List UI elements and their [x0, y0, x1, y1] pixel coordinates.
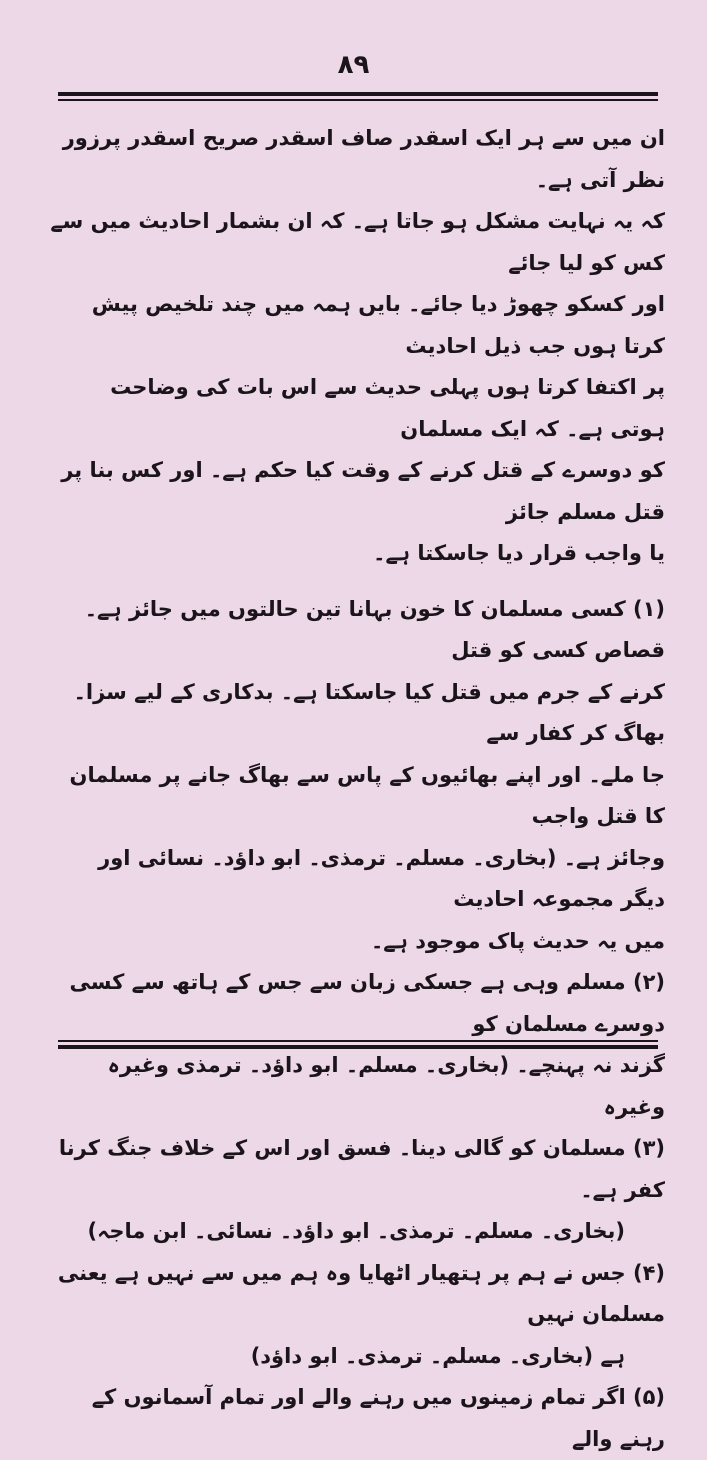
text-line: جا ملے۔ اور اپنے بھائیوں کے پاس سے بھاگ جانے پر مسلمان کا قتل واجب	[69, 762, 665, 828]
hadith-item-4	[50, 1253, 665, 1378]
text-line: یا واجب قرار دیا جاسکتا ہے۔	[373, 541, 665, 565]
text-line: پر اکتفا کرتا ہوں پہلی حدیث سے اس بات کی وضاحت ہوتی ہے۔ کہ ایک مسلمان	[110, 375, 665, 441]
text-line: کو دوسرے کے قتل کرنے کے وقت کیا حکم ہے۔ اور کس بنا پر قتل مسلم جائز	[61, 458, 665, 524]
page-body	[50, 118, 665, 1460]
text-line: میں یہ حدیث پاک موجود ہے۔	[370, 928, 665, 953]
hadith-item-5	[50, 1377, 665, 1460]
citation-line: ہے (بخاری۔ مسلم۔ ترمذی۔ ابو داؤد)	[250, 1343, 625, 1368]
text-line: (۴) جس نے ہم پر ہتھیار اٹھایا وہ ہم میں سے نہیں ہے یعنی مسلمان نہیں	[57, 1260, 665, 1326]
top-double-rule	[58, 92, 658, 101]
text-line: گزند نہ پہنچے۔ (بخاری۔ مسلم۔ ابو داؤد۔ ترمذی وغیرہ وغیرہ	[107, 1053, 665, 1119]
text-line: ان میں سے ہر ایک اسقدر صاف اسقدر صریح اسقدر پرزور نظر آتی ہے۔	[62, 126, 665, 192]
text-line: اور کسکو چھوڑ دیا جائے۔ بایں ہمہ میں چند تلخیص پیش کرتا ہوں جب ذیل احادیث	[91, 292, 665, 358]
text-line: (۳) مسلمان کو گالی دینا۔ فسق اور اس کے خلاف جنگ کرنا کفر ہے۔	[58, 1136, 665, 1202]
page-number: ۸۹	[337, 50, 370, 80]
bottom-double-rule	[58, 1040, 658, 1049]
text-line: وجائز ہے۔ (بخاری۔ مسلم۔ ترمذی۔ ابو داؤد۔ نسائی اور دیگر مجموعہ احادیث	[98, 845, 665, 911]
citation-line: (بخاری۔ مسلم۔ ترمذی۔ ابو داؤد۔ نسائی۔ ابن ماجہ)	[87, 1219, 625, 1243]
text-line: (۱) کسی مسلمان کا خون بہانا تین حالتوں میں جائز ہے۔ قصاص کسی کو قتل	[84, 596, 665, 662]
text-line: کرنے کے جرم میں قتل کیا جاسکتا ہے۔ بدکاری کے لیے سزا۔ بھاگ کر کفار سے	[73, 679, 665, 745]
text-line: (۲) مسلم وہی ہے جسکی زبان سے جس کے ہاتھ سے کسی دوسرے مسلمان کو	[69, 970, 665, 1036]
hadith-item-3	[50, 1128, 665, 1253]
text-line: (۵) اگر تمام زمینوں میں رہنے والے اور تمام آسمانوں کے رہنے والے	[91, 1385, 665, 1451]
text-line: کہ یہ نہایت مشکل ہو جاتا ہے۔ کہ ان بشمار احادیث میں سے کس کو لیا جائے	[50, 209, 665, 275]
hadith-item-1	[50, 589, 665, 963]
intro-paragraph	[50, 118, 665, 575]
